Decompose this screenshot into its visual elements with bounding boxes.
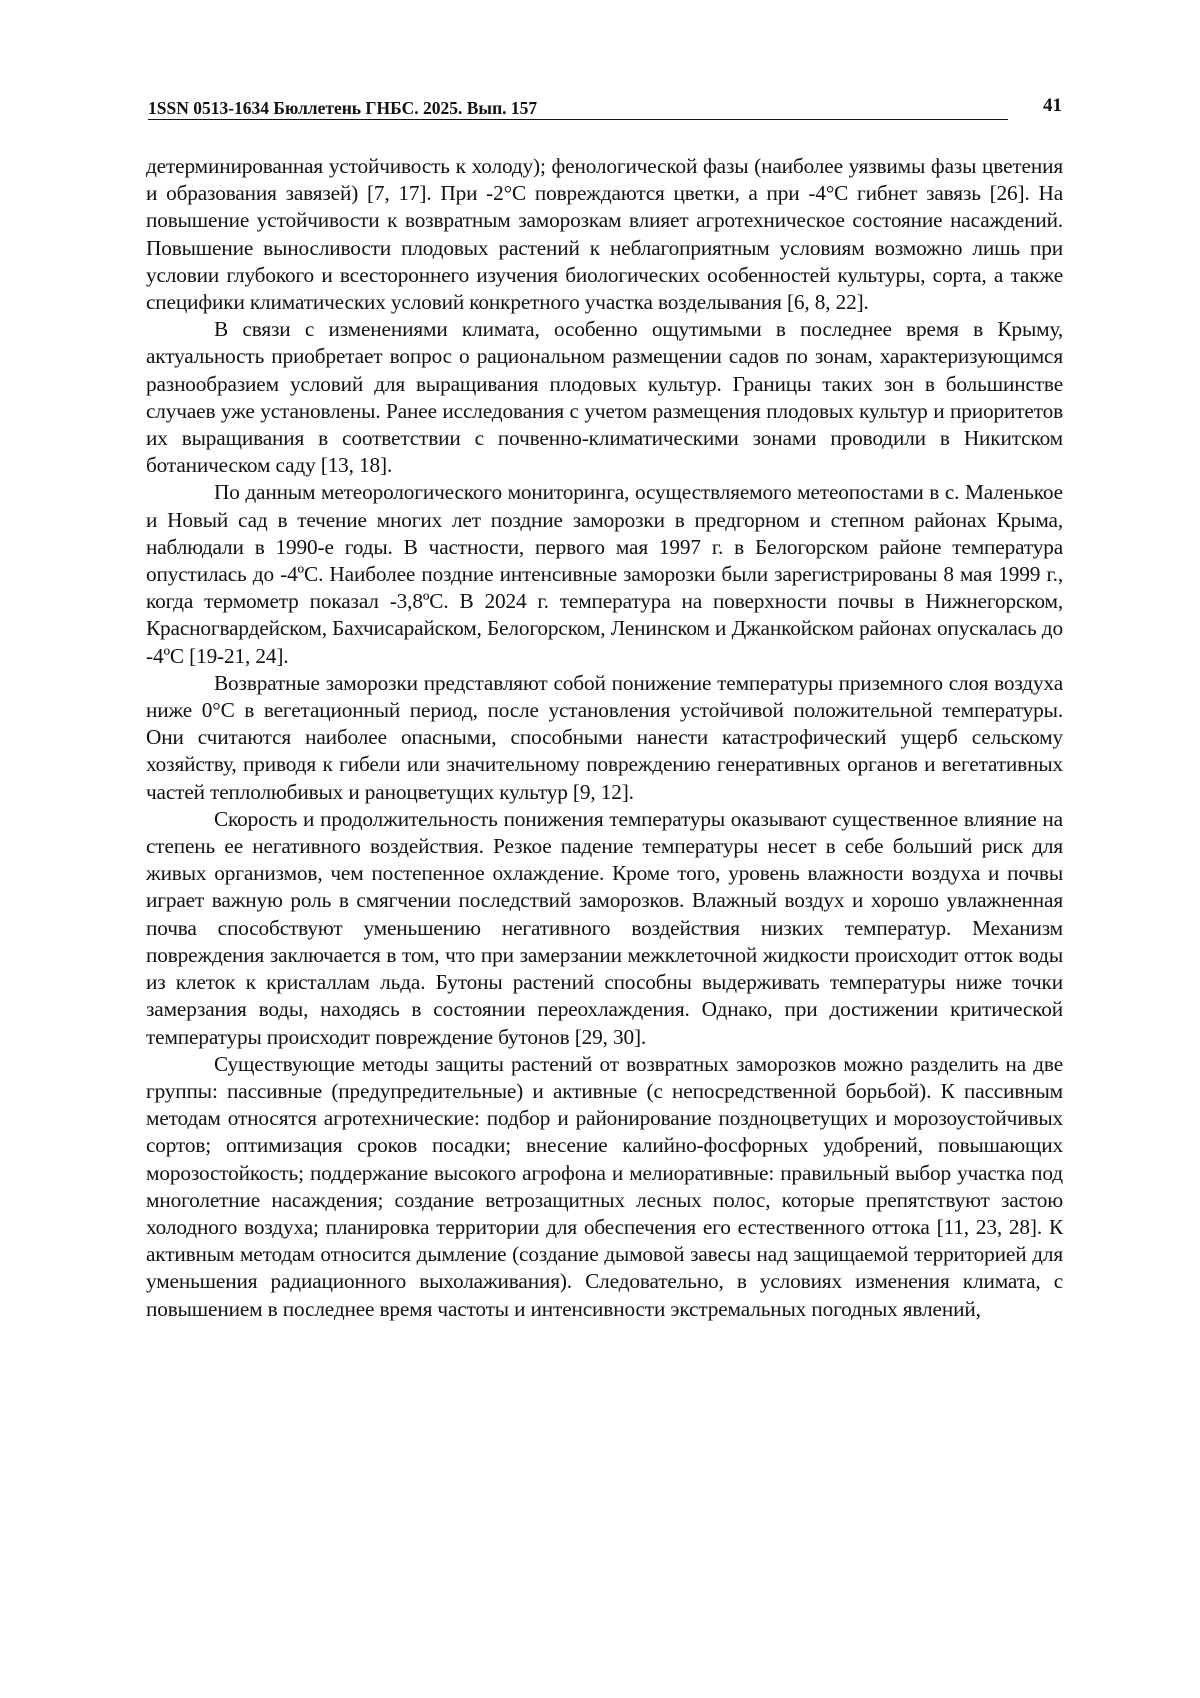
paragraph: Существующие методы защиты растений от возвратных заморозков можно разделить на две группы: пассивные (предупредительные) и активные (с непосредственной борьбой). К пассивным методам относятся агротехнические: подбор и районирование поздноцветущих и морозоустойчивых сортов; оптимизация сроков посадки; внесение калийно-фосфорных удобрений, повышающих морозостойкость; поддержание высокого агрофона и мелиоративные: правильный выбор участка под многолетние насаждения; создание ветрозащитных лесных полос, которые препятствуют застою холодного воздуха; планировка территории для обеспечения его естественного оттока [11, 23, 28]. К активным методам относится дымление (создание дымовой завесы над защищаемой территорией для уменьшения радиационного выхолаживания). Следовательно, в условиях изменения климата, с повышением в последнее время частоты и интенсивности экстремальных погодных явлений, [146, 1051, 1063, 1321]
paragraph: Скорость и продолжительность понижения температуры оказывают существенное влияние на степень ее негативного воздействия. Резкое падение температуры несет в себе больший риск для живых организмов, чем постепенное охлаждение. Кроме того, уровень влажности воздуха и почвы играет важную роль в смягчении последствий заморозков. Влажный воздух и хорошо увлажненная почва способствуют уменьшению негативного воздействия низких температур. Механизм повреждения заключается в том, что при замерзании межклеточной жидкости происходит отток воды из клеток к кристаллам льда. Бутоны растений способны выдерживать температуры ниже точки замерзания воды, находясь в состоянии переохлаждения. Однако, при достижении критической температуры происходит повреждение бутонов [29, 30]. [146, 806, 1063, 1049]
journal-citation: 1SSN 0513-1634 Бюллетень ГНБС. 2025. Вып. 157 [148, 98, 1008, 120]
body-text [146, 153, 1063, 1323]
paragraph: Возвратные заморозки представляют собой понижение температуры приземного слоя воздуха ниже 0°С в вегетационный период, после установления устойчивой положительной температуры. Они считаются наиболее опасными, способными нанести катастрофический ущерб сельскому хозяйству, приводя к гибели или значительному повреждению генеративных органов и вегетативных частей теплолюбивых и раноцветущих культур [9, 12]. [146, 670, 1063, 804]
page-number: 41 [1043, 95, 1062, 116]
paragraph: По данным метеорологического мониторинга, осуществляемого метеопостами в с. Маленькое и Новый сад в течение многих лет поздние заморозки в предгорном и степном районах Крыма, наблюдали в 1990-е годы. В частности, первого мая 1997 г. в Белогорском районе температура опустилась до -4ºС. Наиболее поздние интенсивные заморозки были зарегистрированы 8 мая 1999 г., когда термометр показал -3,8ºС. В 2024 г. температура на поверхности почвы в Нижнегорском, Красногвардейском, Бахчисарайском, Белогорском, Ленинском и Джанкойском районах опускалась до -4ºС [19-21, 24]. [146, 480, 1063, 668]
paragraph: В связи с изменениями климата, особенно ощутимыми в последнее время в Крыму, актуальность приобретает вопрос о рациональном размещении садов по зонам, характеризующимся разнообразием условий для выращивания плодовых культур. Границы таких зон в большинстве случаев уже установлены. Ранее исследования с учетом размещения плодовых культур и приоритетов их выращивания в соответствии с почвенно-климатическими зонами проводили в Никитском ботаническом саду [13, 18]. [146, 317, 1063, 478]
running-header [146, 96, 1062, 122]
paragraph: детерминированная устойчивость к холоду); фенологической фазы (наиболее уязвимы фазы цветения и образования завязей) [7, 17]. При -2°C повреждаются цветки, а при -4°C гибнет завязь [26]. На повышение устойчивости к возвратным заморозкам влияет агротехническое состояние насаждений. Повышение выносливости плодовых растений к неблагоприятным условиям возможно лишь при условии глубокого и всестороннего изучения биологических особенностей культуры, сорта, а также специфики климатических условий конкретного участка возделывания [6, 8, 22]. [146, 154, 1063, 315]
